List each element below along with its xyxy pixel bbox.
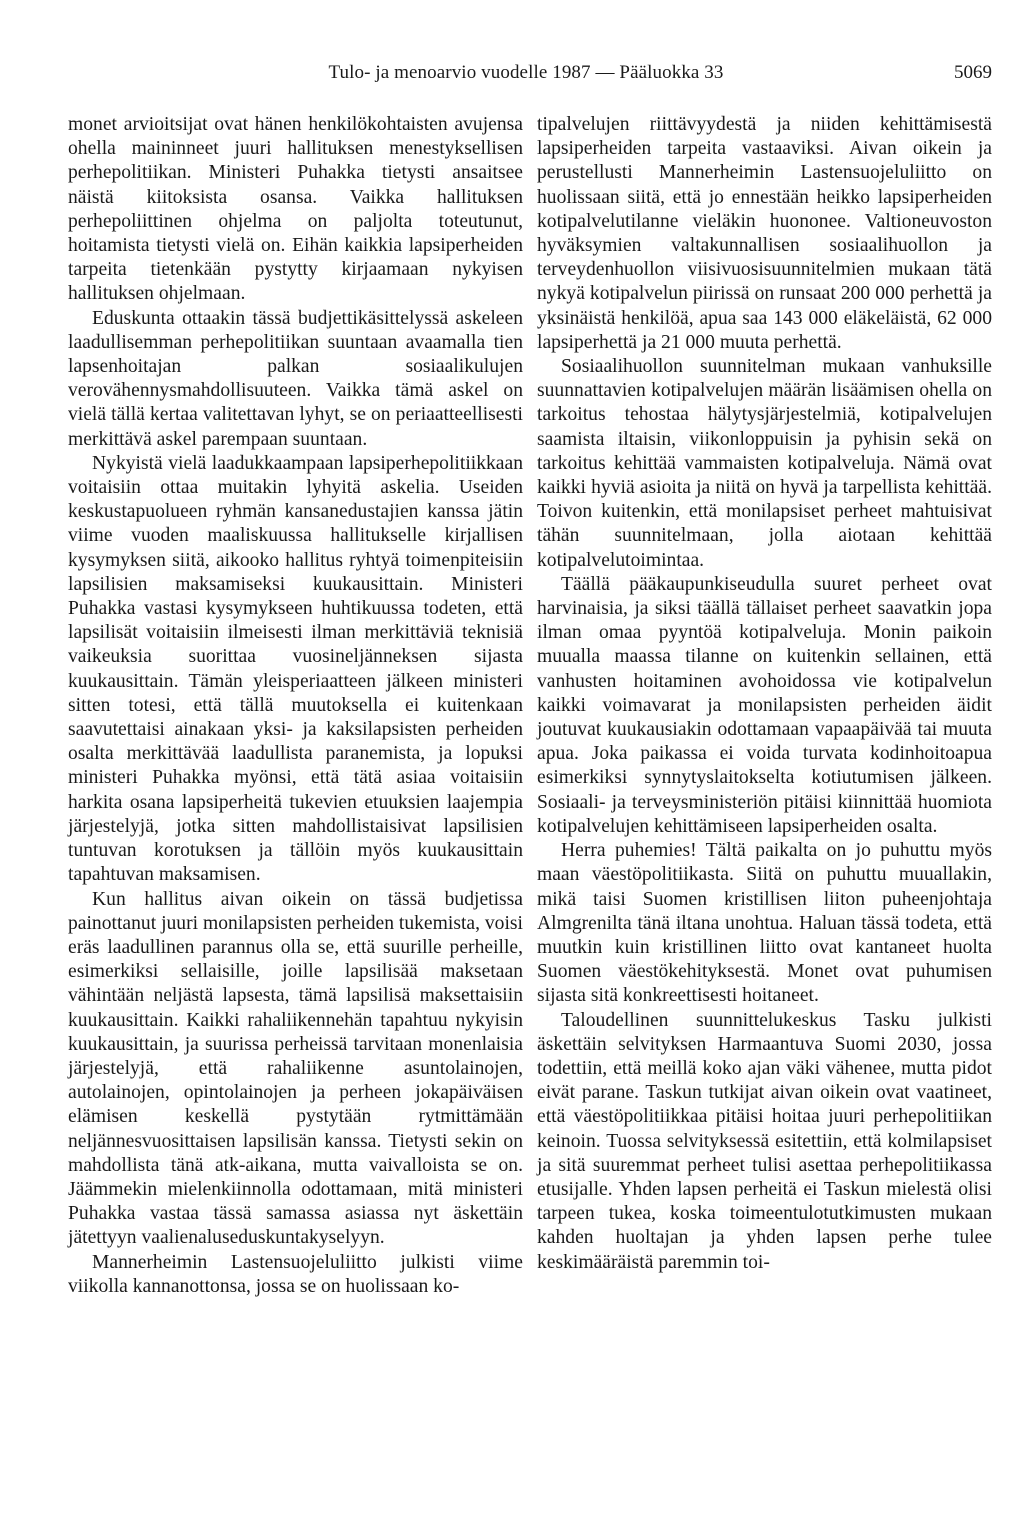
paragraph: Eduskunta ottaakin tässä budjettikäsittelyssä askeleen laadullisemman perhepolitiikan suuntaan avaamalla tien lapsenhoitajan palkan sosiaalikulujen verovähennysmahdollisuuteen. Vaikka tämä askel on vielä tällä kertaa valitettavan lyhyt, se on periaatteellisesti merkittävä askel parempaan suuntaan. [68, 307, 523, 450]
paragraph: Nykyistä vielä laadukkaampaan lapsiperhepolitiikkaan voitaisiin ottaa muitakin lyhyitä askelia. Useiden keskustapuolueen ryhmän kansanedustajien kanssa jätin viime vuoden maaliskuussa hallitukselle kirjallisen kysymyksen siitä, aikooko hallitus ryhtyä toimenpiteisiin lapsilisien maksamiseksi kuukausittain. Ministeri Puhakka vastasi kysymykseen huhtikuussa todeten, että lapsilisät voitaisiin ilmeisesti ilman merkittäviä teknisiä vaikeuksia suorittaa vuosineljänneksen sijasta kuukausittain. Tämän yleisperiaatteen jälkeen ministeri sitten totesi, että tällä muutoksella ei kuitenkaan saavutettaisi ainakaan yksi- ja kaksilapsisten perheiden osalta merkittävää laadullista paranemista, ja lopuksi ministeri Puhakka myönsi, että tätä asiaa voitaisiin harkita osana lapsiperheitä tukevien etuuksien laajempia järjestelyjä, jotka sitten mahdollistaisivat lapsilisien tuntuvan korotuksen ja tällöin myös kuukausittain tapahtuvan maksamisen. [68, 452, 523, 886]
page-number: 5069 [954, 62, 992, 83]
paragraph: monet arvioitsijat ovat hänen henkilökohtaisten avujensa ohella maininneet juuri hallituksen menestyksellisen perhepolitiikan. Ministeri Puhakka tietysti ansaitsee näistä kiitoksista osansa. Vaikka hallituksen perhepoliittinen ohjelma on paljolta toteutunut, hoitamista tietysti vielä on. Eihän kaikkia lapsiperheiden tarpeita tietenkään pystytty kirjaamaan nykyisen hallituksen ohjelmaan. [68, 114, 523, 305]
paragraph: Täällä pääkaupunkiseudulla suuret perheet ovat harvinaisia, ja siksi täällä tällaiset perheet saavatkin jopa ilman omaa pyyntöä kotipalveluja. Monin paikoin muualla maassa tilanne on kuitenkin sellainen, että vanhusten hoitaminen avohoidossa vie kotipalvelun kaikki voimavarat ja monilapsisten perheiden äidit joutuvat kuukausiakin odottamaan vapaapäivää tai muuta apua. Joka paikassa ei voida turvata kodinhoitoapua esimerkiksi synnytyslaitokselta kotiutumisen jälkeen. Sosiaali- ja terveysministeriön pitäisi kiinnittää huomiota kotipalvelujen kehittämiseen lapsiperheiden osalta. [537, 573, 992, 837]
right-column [537, 113, 992, 1275]
paragraph: Herra puhemies! Tältä paikalta on jo puhuttu myös maan väestöpolitiikasta. Siitä on puhuttu muuallakin, mikä taisi Suomen kristillisen liiton puheenjohtaja Almgrenilta tänä iltana unohtua. Haluan tässä todeta, että muutkin kuin kristillinen liitto ovat kantaneet huolta Suomen väestökehityksestä. Monet ovat puhumisen sijasta sitä konkreettisesti hoitaneet. [537, 840, 992, 1007]
paragraph: Taloudellinen suunnittelukeskus Tasku julkisti äskettäin selvityksen Harmaantuva Suomi 2030, jossa todettiin, että meillä koko ajan väki vähenee, mutta pidot eivät parane. Taskun tutkijat aivan oikein ovat vaatineet, että väestöpolitiikkaa pitäisi hoitaa juuri perhepolitiikan keinoin. Tuossa selvityksessä esitettiin, että kolmilapsiset ja sitä suuremmat perheet tulisi asettaa perhepolitiikassa etusijalle. Yhden lapsen perheitä ei Taskun mielestä olisi tarpeen tukea, koska toimeentulotutkimusten mukaan kahden huoltajan ja yhden lapsen perhe tulee keskimääräistä paremmin toi- [537, 1009, 992, 1273]
running-header-title: Tulo- ja menoarvio vuodelle 1987 — Pääluokka 33 [328, 62, 724, 83]
left-column [68, 113, 523, 1299]
paragraph: tipalvelujen riittävyydestä ja niiden kehittämisestä lapsiperheiden tarpeita vastaaviksi. Aivan oikein ja perustellusti Mannerheimin Lastensuojeluliitto on huolissaan siitä, että jo ennestään heikko lapsiperheiden kotipalvelutilanne vieläkin huononee. Valtioneuvoston hyväksymien valtakunnallisen sosiaalihuollon ja terveydenhuollon viisivuosisuunnitelmien mukaan tätä nykyä kotipalvelun piirissä on runsaat 200 000 perhettä ja yksinäistä henkilöä, apua saa 143 000 eläkeläistä, 62 000 lapsiperhettä ja 21 000 muuta perhettä. [537, 114, 992, 353]
paragraph: Sosiaalihuollon suunnitelman mukaan vanhuksille suunnattavien kotipalvelujen määrän lisäämisen ohella on tarkoitus tehostaa hälytysjärjestelmiä, kotipalvelujen saamista iltaisin, viikonloppuisin ja pyhisin sekä on tarkoitus kehittää vammaisten kotipalveluja. Nämä ovat kaikki hyviä asioita ja niitä on hyvä ja tarpellista kehittää. Toivon kuitenkin, että monilapsiset perheet mahtuisivat tähän suunnitelmaan, jolla aiotaan kehittää kotipalvelutoimintaa. [537, 356, 992, 571]
paragraph: Mannerheimin Lastensuojeluliitto julkisti viime viikolla kannanottonsa, jossa se on huolissaan ko- [68, 1251, 523, 1297]
page-header [60, 62, 992, 92]
paragraph: Kun hallitus aivan oikein on tässä budjetissa painottanut juuri monilapsisten perheiden tukemista, voisi eräs laadullinen parannus olla se, että suurille perheille, esimerkiksi sellaisille, joille lapsilisää maksetaan vähintään neljästä lapsesta, tämä lapsilisä maksettaisiin kuukausittain. Kaikki rahaliikennehän tapahtuu nykyisin kuukausittain, ja suurissa perheissä tarvitaan monenlaisia järjestelyjä, että rahaliikenne asuntolainojen, autolainojen, opintolainojen ja perheen jokapäiväisen elämisen keskellä pystytään rytmittämään neljännesvuosittaisen lapsilisän kanssa. Tietysti sekin on mahdollista tänä atk-aikana, mutta vaivalloista se on. Jäämmekin mielenkiinnolla odottamaan, mitä ministeri Puhakka vastaa tässä samassa asiassa nyt äskettäin jätettyyn vaalienaluseduskuntakyselyyn. [68, 888, 523, 1249]
